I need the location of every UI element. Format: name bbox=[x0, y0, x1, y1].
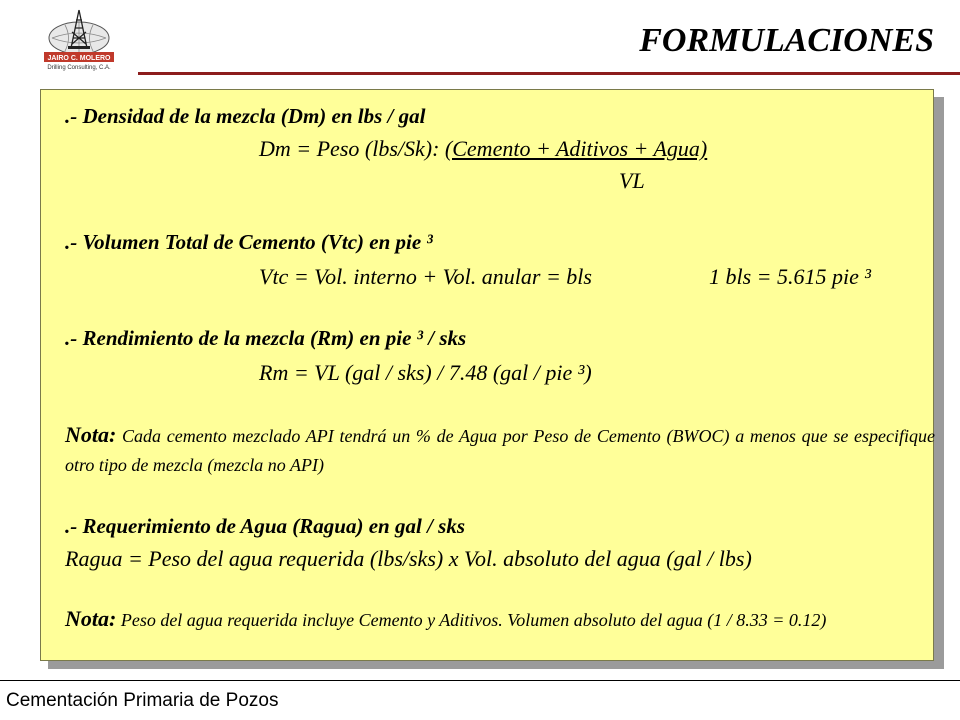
formula-volume: Vtc = Vol. interno + Vol. anular = bls bbox=[259, 264, 592, 289]
formula-density-numerator: (Cemento + Aditivos + Agua) bbox=[444, 136, 708, 161]
note-water bbox=[65, 604, 935, 635]
section-heading-yield: .- Rendimiento de la mezcla (Rm) en pie ³ / sks bbox=[65, 326, 467, 350]
logo-text-company: Drilling Consulting, C.A. bbox=[47, 65, 111, 71]
logo-text-name: JAIRO C. MOLERO bbox=[47, 55, 111, 62]
note-bwoc-text: Cada cemento mezclado API tendrá un % de Agua por Peso de Cemento (BWOC) a menos que se especifique otro tipo de mezcla (mezcla no API) bbox=[65, 426, 935, 475]
header-divider bbox=[138, 72, 960, 75]
formula-water: Ragua = Peso del agua requerida (lbs/sks) x Vol. absoluto del agua (gal / lbs) bbox=[65, 546, 752, 571]
footer-divider bbox=[0, 680, 960, 681]
formula-density bbox=[259, 136, 707, 162]
section-heading-volume: .- Volumen Total de Cemento (Vtc) en pie ³ bbox=[65, 230, 433, 254]
oil-derrick-globe-icon bbox=[38, 8, 120, 72]
formula-density-prefix: Dm = Peso (lbs/Sk): bbox=[259, 136, 445, 161]
note-water-text: Peso del agua requerida incluye Cemento y Aditivos. Volumen absoluto del agua (1 / 8.33 = 0.12) bbox=[116, 610, 827, 630]
note-bwoc-label: Nota: bbox=[65, 422, 117, 447]
formula-yield: Rm = VL (gal / sks) / 7.48 (gal / pie ³) bbox=[259, 360, 592, 385]
page-title: FORMULACIONES bbox=[639, 22, 934, 59]
content-box bbox=[40, 89, 934, 661]
footer-text: Cementación Primaria de Pozos bbox=[6, 690, 279, 711]
formula-density-denominator: VL bbox=[619, 168, 645, 193]
note-bwoc bbox=[65, 420, 935, 480]
section-heading-density: .- Densidad de la mezcla (Dm) en lbs / gal bbox=[65, 104, 426, 128]
section-heading-water: .- Requerimiento de Agua (Ragua) en gal / sks bbox=[65, 514, 465, 538]
company-logo bbox=[38, 8, 120, 72]
formula-volume-conversion: 1 bls = 5.615 pie ³ bbox=[709, 264, 871, 289]
note-water-label: Nota: bbox=[65, 606, 117, 631]
